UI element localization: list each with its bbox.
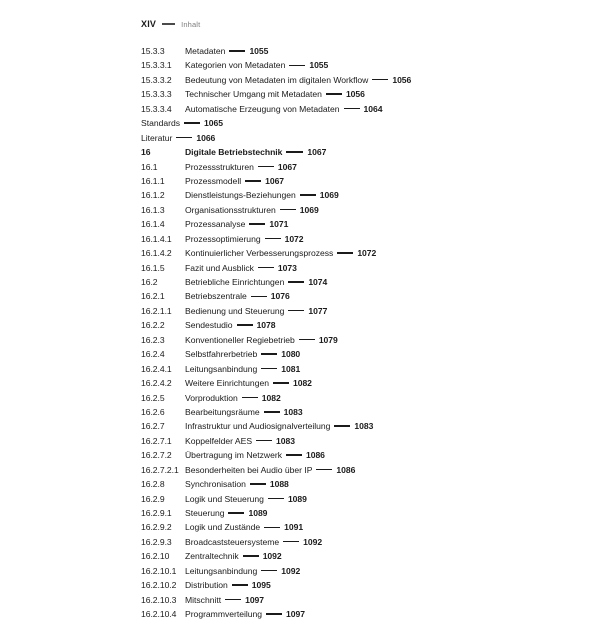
toc-leader-dash-icon <box>261 368 277 370</box>
toc-entry-title: Kategorien von Metadaten <box>185 60 286 71</box>
toc-entry-title: Programmverteilung <box>185 609 263 620</box>
toc-entry-number: 16.2.7.1 <box>141 435 172 446</box>
toc-entry-body <box>185 465 355 475</box>
toc-entry-number: 16.1.4 <box>141 219 165 230</box>
toc-entry-body <box>185 537 322 547</box>
toc-entry-title: Steuerung <box>185 508 225 518</box>
toc-leader-dash-icon <box>334 425 350 427</box>
toc-leader-dash-icon <box>280 209 296 211</box>
toc-entry-body <box>185 75 411 85</box>
toc-entry-number: 16.2.7 <box>141 421 165 432</box>
toc-entry[interactable] <box>141 609 561 623</box>
toc-entry[interactable] <box>141 162 561 176</box>
toc-entry-page-number: 1083 <box>276 435 295 446</box>
toc-entry-body <box>185 450 325 460</box>
toc-entry-number: 16.2.10.2 <box>141 580 177 591</box>
toc-entry[interactable] <box>141 436 561 450</box>
toc-leader-dash-icon <box>261 570 277 572</box>
toc-leader-dash-icon <box>242 397 258 399</box>
toc-leader-dash-icon <box>288 310 304 312</box>
toc-leader-dash-icon <box>316 469 332 471</box>
toc-entry[interactable] <box>141 393 561 407</box>
toc-entry-title: Standards <box>141 118 180 129</box>
toc-entry-number: 16.2.1 <box>141 291 165 302</box>
toc-entry-page-number: 1071 <box>269 219 289 230</box>
toc-entry[interactable] <box>141 118 561 132</box>
toc-entry[interactable] <box>141 595 561 609</box>
toc-entry-page-number: 1086 <box>305 450 325 461</box>
toc-entry-title: Distribution <box>185 580 228 591</box>
toc-leader-dash-icon <box>286 454 302 456</box>
toc-leader-dash-icon <box>250 483 266 485</box>
toc-entry[interactable] <box>141 537 561 551</box>
toc-leader-dash-icon <box>326 93 342 95</box>
toc-entry-page-number: 1064 <box>363 103 383 114</box>
toc-entry-page-number: 1080 <box>281 349 301 360</box>
toc-entry-body <box>185 566 300 576</box>
toc-entry-body <box>185 335 338 345</box>
toc-entry-number: 15.3.3.3 <box>141 89 172 100</box>
toc-entry-title: Digitale Betriebstechnik <box>185 147 283 158</box>
toc-entry[interactable] <box>141 190 561 204</box>
toc-entry-title: Bedeutung von Metadaten im digitalen Workflow <box>185 74 369 85</box>
toc-leader-dash-icon <box>266 613 282 615</box>
toc-entry-title: Literatur <box>141 132 173 143</box>
toc-entry-body <box>185 190 339 200</box>
toc-entry-number: 16.2.6 <box>141 406 165 417</box>
toc-entry[interactable] <box>141 566 561 580</box>
toc-entry-body <box>185 508 267 518</box>
toc-entry[interactable] <box>141 306 561 320</box>
toc-entry-title: Synchronisation <box>185 479 246 490</box>
toc-entry-title: Dienstleistungs-Beziehungen <box>185 190 296 201</box>
toc-entry-page-number: 1069 <box>319 190 339 201</box>
toc-entry-title: Bedienung und Steuerung <box>185 305 285 316</box>
toc-leader-dash-icon <box>264 527 280 529</box>
toc-entry-body <box>185 291 290 301</box>
toc-entry-page-number: 1078 <box>256 320 276 331</box>
toc-entry-page-number: 1067 <box>307 147 327 158</box>
toc-entry-page-number: 1079 <box>318 334 338 345</box>
toc-entry-title: Selbstfahrerbetrieb <box>185 349 258 360</box>
toc-entry-title: Prozessoptimierung <box>185 233 261 244</box>
toc-entry[interactable] <box>141 580 561 594</box>
toc-leader-dash-icon <box>184 122 200 124</box>
toc-entry-page-number: 1091 <box>284 522 304 533</box>
toc-entry-body <box>185 147 326 157</box>
toc-entry-number: 16.2 <box>141 277 158 287</box>
toc-entry-body <box>185 205 319 215</box>
toc-entry-page-number: 1092 <box>303 536 323 547</box>
toc-leader-dash-icon <box>300 194 316 196</box>
toc-entry[interactable] <box>141 551 561 565</box>
toc-entry-number: 16.2.7.2.1 <box>141 464 179 475</box>
toc-entry-number: 16.2.2 <box>141 320 165 331</box>
toc-entry[interactable] <box>141 147 561 161</box>
toc-entry-page-number: 1076 <box>270 291 290 302</box>
toc-entry-number: 16.1 <box>141 161 158 172</box>
toc-entry-number: 16.2.3 <box>141 334 165 345</box>
toc-entry[interactable] <box>141 522 561 536</box>
toc-entry-page-number: 1082 <box>292 378 312 389</box>
toc-entry-page-number: 1073 <box>277 262 297 273</box>
toc-entry-number: 16.1.4.1 <box>141 233 172 244</box>
toc-entry-page-number: 1067 <box>265 175 285 186</box>
toc-entry-number: 16 <box>141 147 151 158</box>
toc-entry-title: Koppelfelder AES <box>185 435 253 446</box>
toc-leader-dash-icon <box>299 339 315 341</box>
toc-entry-page-number: 1095 <box>251 580 271 591</box>
toc-entry-number: 15.3.3.1 <box>141 60 172 71</box>
toc-entry-title: Übertragung im Netzwerk <box>185 450 282 461</box>
toc-entry-body <box>185 479 289 489</box>
toc-entry[interactable] <box>141 263 561 277</box>
toc-leader-dash-icon <box>229 50 245 52</box>
toc-entry-title: Technischer Umgang mit Metadaten <box>185 89 322 100</box>
toc-entry-title: Betriebszentrale <box>185 291 247 302</box>
toc-entry-title: Prozessstrukturen <box>185 161 254 172</box>
toc-leader-dash-icon <box>337 252 353 254</box>
toc-entry-page-number: 1086 <box>336 464 356 475</box>
toc-entry-page-number: 1056 <box>392 74 412 85</box>
toc-leader-dash-icon <box>268 498 284 500</box>
toc-entry-number: 16.1.3 <box>141 204 165 215</box>
toc-entry-title: Leitungsanbindung <box>185 565 258 576</box>
toc-entry-body <box>185 263 297 273</box>
toc-leader-dash-icon <box>249 223 265 225</box>
running-head-title: Inhalt <box>181 19 201 29</box>
toc-entry[interactable] <box>141 349 561 363</box>
toc-entry-number: 16.1.5 <box>141 262 165 273</box>
toc-leader-dash-icon <box>261 353 277 355</box>
toc-entry-body <box>185 421 373 431</box>
toc-leader-dash-icon <box>243 555 259 557</box>
toc-entry-body <box>185 234 304 244</box>
toc-entry-number: 16.2.9 <box>141 493 165 504</box>
toc-leader-dash-icon <box>258 166 274 168</box>
toc-entry-number: 16.2.9.3 <box>141 536 172 547</box>
toc-entry-page-number: 1066 <box>196 132 216 143</box>
toc-entry-number: 15.3.3 <box>141 46 165 56</box>
toc-entry-title: Betriebliche Einrichtungen <box>185 277 285 287</box>
toc-entry-page-number: 1083 <box>283 406 303 417</box>
toc-entry-number: 16.2.10.3 <box>141 594 177 605</box>
toc-leader-dash-icon <box>245 180 261 182</box>
toc-entry-title: Besonderheiten bei Audio über IP <box>185 464 313 475</box>
toc-entry-body <box>185 306 327 316</box>
toc-entry-title: Logik und Zustände <box>185 522 261 533</box>
toc-entry[interactable] <box>141 133 561 147</box>
toc-entry-body <box>185 60 328 70</box>
toc-entry-body <box>185 219 288 229</box>
toc-entry[interactable] <box>141 335 561 349</box>
table-of-contents <box>141 46 561 624</box>
toc-entry-number: 16.2.10.1 <box>141 565 177 576</box>
toc-entry-title: Zentraltechnik <box>185 551 239 562</box>
toc-leader-dash-icon <box>344 108 360 110</box>
toc-entry-page-number: 1083 <box>354 421 374 432</box>
toc-entry-title: Broadcaststeuersysteme <box>185 536 280 547</box>
toc-leader-dash-icon <box>289 65 305 67</box>
toc-entry-title: Automatische Erzeugung von Metadaten <box>185 103 340 114</box>
toc-entry-title: Weitere Einrichtungen <box>185 378 269 389</box>
toc-entry-title: Logik und Steuerung <box>185 493 264 504</box>
toc-entry-number: 16.2.7.2 <box>141 450 172 461</box>
toc-entry-page-number: 1055 <box>249 46 269 56</box>
toc-leader-dash-icon <box>256 440 272 442</box>
toc-entry-page-number: 1081 <box>281 363 301 374</box>
toc-entry-body <box>185 407 303 417</box>
toc-entry-body <box>185 436 295 446</box>
toc-leader-dash-icon <box>283 541 299 543</box>
toc-entry-number: 16.2.5 <box>141 392 165 403</box>
toc-entry[interactable] <box>141 479 561 493</box>
toc-entry-body <box>185 393 281 403</box>
toc-entry[interactable] <box>141 219 561 233</box>
toc-entry[interactable] <box>141 89 561 103</box>
toc-entry-page-number: 1092 <box>262 551 282 562</box>
toc-entry[interactable] <box>141 508 561 522</box>
toc-entry-page-number: 1089 <box>287 493 307 504</box>
toc-entry-page-number: 1069 <box>299 204 319 215</box>
toc-entry[interactable] <box>141 60 561 74</box>
running-head <box>141 19 200 29</box>
toc-leader-dash-icon <box>251 296 267 298</box>
toc-entry-number: 16.1.2 <box>141 190 165 201</box>
toc-entry-body <box>185 609 305 619</box>
toc-entry[interactable] <box>141 494 561 508</box>
toc-entry[interactable] <box>141 364 561 378</box>
toc-entry-body <box>185 248 376 258</box>
toc-entry-body <box>185 162 297 172</box>
toc-entry-page-number: 1088 <box>269 479 289 490</box>
toc-entry-number: 16.2.4.1 <box>141 363 172 374</box>
toc-entry[interactable] <box>141 234 561 248</box>
toc-leader-dash-icon <box>372 79 388 81</box>
toc-entry[interactable] <box>141 46 561 60</box>
toc-entry[interactable] <box>141 450 561 464</box>
toc-entry[interactable] <box>141 407 561 421</box>
toc-entry-title: Sendestudio <box>185 320 233 331</box>
toc-entry-body <box>185 494 307 504</box>
toc-entry-title: Organisationsstrukturen <box>185 204 276 215</box>
toc-leader-dash-icon <box>258 267 274 269</box>
toc-entry-page-number: 1055 <box>309 60 329 71</box>
toc-entry-number: 16.2.1.1 <box>141 305 172 316</box>
toc-leader-dash-icon <box>228 512 244 514</box>
toc-entry-body <box>185 104 382 114</box>
toc-entry-number: 16.2.4 <box>141 349 165 360</box>
toc-leader-dash-icon <box>265 238 281 240</box>
toc-entry-body <box>141 118 223 128</box>
toc-entry-page-number: 1089 <box>248 508 268 518</box>
toc-entry-title: Mitschnitt <box>185 594 222 605</box>
toc-entry-page-number: 1074 <box>308 277 328 287</box>
toc-entry-body <box>185 522 303 532</box>
toc-entry-body <box>185 176 284 186</box>
toc-entry[interactable] <box>141 277 561 291</box>
toc-entry-number: 16.2.10.4 <box>141 609 177 620</box>
toc-entry-page-number: 1056 <box>345 89 365 100</box>
toc-leader-dash-icon <box>225 599 241 601</box>
toc-leader-dash-icon <box>288 281 304 283</box>
toc-entry-number: 16.2.4.2 <box>141 378 172 389</box>
toc-entry-page-number: 1077 <box>308 305 328 316</box>
toc-entry-page-number: 1072 <box>357 248 377 259</box>
toc-entry[interactable] <box>141 176 561 190</box>
toc-entry-page-number: 1097 <box>286 609 305 620</box>
toc-entry-title: Metadaten <box>185 46 226 56</box>
toc-entry[interactable] <box>141 378 561 392</box>
toc-entry-page-number: 1067 <box>277 161 297 172</box>
toc-entry[interactable] <box>141 75 561 89</box>
toc-entry[interactable] <box>141 248 561 262</box>
toc-entry[interactable] <box>141 291 561 305</box>
toc-entry-body <box>185 89 365 99</box>
toc-entry-title: Bearbeitungsräume <box>185 406 260 417</box>
toc-entry-body <box>141 133 215 143</box>
toc-entry-body <box>185 46 268 56</box>
toc-entry-body <box>185 320 275 330</box>
toc-entry[interactable] <box>141 421 561 435</box>
toc-entry-body <box>185 349 300 359</box>
toc-entry-page-number: 1092 <box>281 565 301 576</box>
toc-entry-page-number: 1097 <box>245 594 265 605</box>
toc-entry-title: Infrastruktur und Audiosignalverteilung <box>185 421 331 432</box>
toc-entry[interactable] <box>141 104 561 118</box>
toc-entry-title: Prozessmodell <box>185 175 242 186</box>
toc-leader-dash-icon <box>176 137 192 139</box>
toc-entry-title: Konventioneller Regiebetrieb <box>185 334 295 345</box>
toc-leader-dash-icon <box>232 584 248 586</box>
toc-entry-number: 16.2.10 <box>141 551 170 562</box>
toc-entry-title: Prozessanalyse <box>185 219 246 230</box>
toc-entry-body <box>185 580 271 590</box>
toc-entry-body <box>185 364 300 374</box>
toc-leader-dash-icon <box>237 324 253 326</box>
toc-leader-dash-icon <box>264 411 280 413</box>
toc-entry-number: 16.1.1 <box>141 175 165 186</box>
toc-entry-page-number: 1065 <box>204 118 223 129</box>
toc-entry[interactable] <box>141 205 561 219</box>
toc-leader-dash-icon <box>273 382 289 384</box>
page-folio: XIV <box>141 19 157 29</box>
toc-entry-title: Vorproduktion <box>185 392 238 403</box>
toc-entry[interactable] <box>141 465 561 479</box>
toc-entry-body <box>185 277 327 287</box>
toc-entry-body <box>185 551 282 561</box>
toc-entry[interactable] <box>141 320 561 334</box>
toc-entry-page-number: 1082 <box>261 392 281 403</box>
toc-entry-body <box>185 378 312 388</box>
toc-entry-number: 16.2.9.2 <box>141 522 172 533</box>
toc-entry-number: 16.2.8 <box>141 479 165 490</box>
toc-entry-number: 16.1.4.2 <box>141 248 172 259</box>
running-head-rule-icon <box>162 23 175 25</box>
toc-entry-number: 15.3.3.2 <box>141 74 172 85</box>
toc-leader-dash-icon <box>286 151 303 153</box>
toc-entry-title: Fazit und Ausblick <box>185 262 254 273</box>
toc-entry-number: 15.3.3.4 <box>141 103 172 114</box>
toc-entry-page-number: 1072 <box>284 233 304 244</box>
toc-entry-title: Leitungsanbindung <box>185 363 258 374</box>
toc-entry-number: 16.2.9.1 <box>141 508 172 518</box>
toc-entry-title: Kontinuierlicher Verbesserungsprozess <box>185 248 334 259</box>
